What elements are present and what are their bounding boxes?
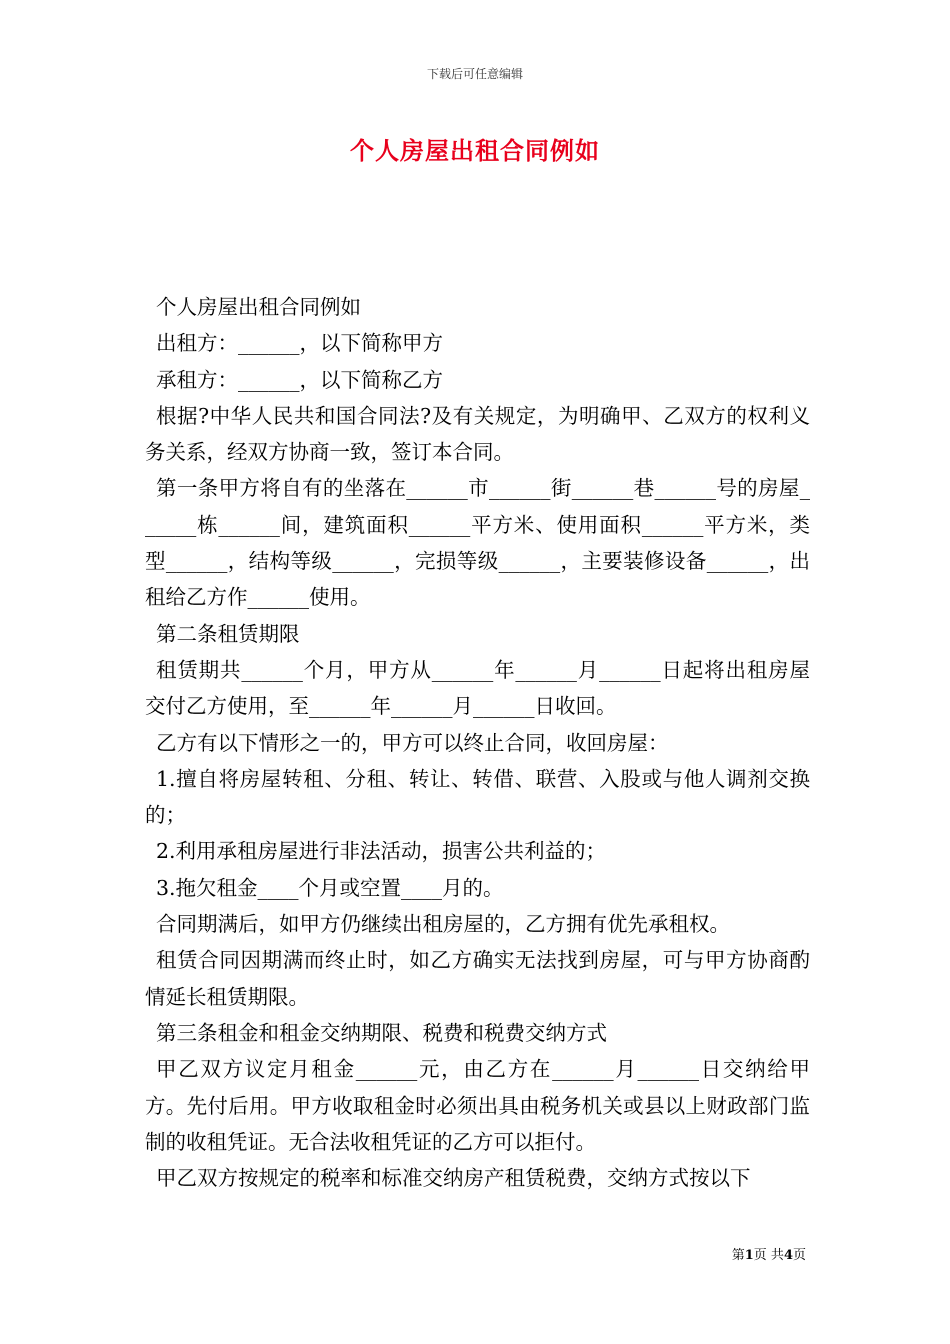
page-total: 4 [783, 1248, 793, 1263]
page-suffix: 页 [792, 1248, 806, 1263]
paragraph: 第一条甲方将自有的坐落在______市______街______巷______号的房屋______栋______间，建筑面积______平方米、使用面积______平方米，类型______，结构等级______，完损等级______，主要装修设备______，出租给乙方作______使用。 [145, 476, 810, 610]
paragraph: 合同期满后，如甲方仍继续出租房屋的，乙方拥有优先承租权。 [156, 912, 730, 937]
page-middle: 页 共 [753, 1248, 784, 1263]
page-prefix: 第 [731, 1248, 745, 1263]
paragraph: 3.拖欠租金____个月或空置____月的。 [156, 875, 504, 900]
paragraph: 租赁合同因期满而终止时，如乙方确实无法找到房屋，可与甲方协商酌情延长租赁期限。 [145, 948, 810, 1009]
paragraph: 第二条租赁期限 [156, 621, 300, 646]
paragraph: 根据?中华人民共和国合同法?及有关规定，为明确甲、乙双方的权利义务关系，经双方协商一致，签订本合同。 [145, 403, 810, 465]
paragraph: 承租方：______，以下简称乙方 [156, 367, 443, 392]
paragraph: 个人房屋出租合同例如 [156, 295, 361, 319]
page-number [732, 1247, 806, 1265]
document-body [145, 289, 810, 1196]
page-current: 1 [744, 1248, 754, 1263]
paragraph: 租赁期共______个月，甲方从______年______月______日起将出租房屋交付乙方使用，至______年______月______日收回。 [145, 657, 810, 719]
paragraph: 甲乙双方按规定的税率和标准交纳房产租赁税费，交纳方式按以下 [156, 1166, 751, 1191]
document-title: 个人房屋出租合同例如 [350, 136, 600, 165]
paragraph: 乙方有以下情形之一的，甲方可以终止合同，收回房屋： [156, 730, 669, 755]
paragraph: 2.利用承租房屋进行非法活动，损害公共利益的； [156, 839, 607, 864]
page-header-note: 下载后可任意编辑 [426, 67, 523, 81]
paragraph: 第三条租金和租金交纳期限、税费和税费交纳方式 [156, 1020, 607, 1045]
paragraph: 出租方：______，以下简称甲方 [156, 331, 443, 356]
paragraph: 甲乙双方议定月租金______元，由乙方在______月______日交纳给甲方。先付后用。甲方收取租金时必须出具由税务机关或县以上财政部门监制的收租凭证。无合法收租凭证的乙方可以拒付。 [145, 1057, 810, 1154]
paragraph: 1.擅自将房屋转租、分租、转让、转借、联营、入股或与他人调剂交换的； [145, 766, 810, 828]
